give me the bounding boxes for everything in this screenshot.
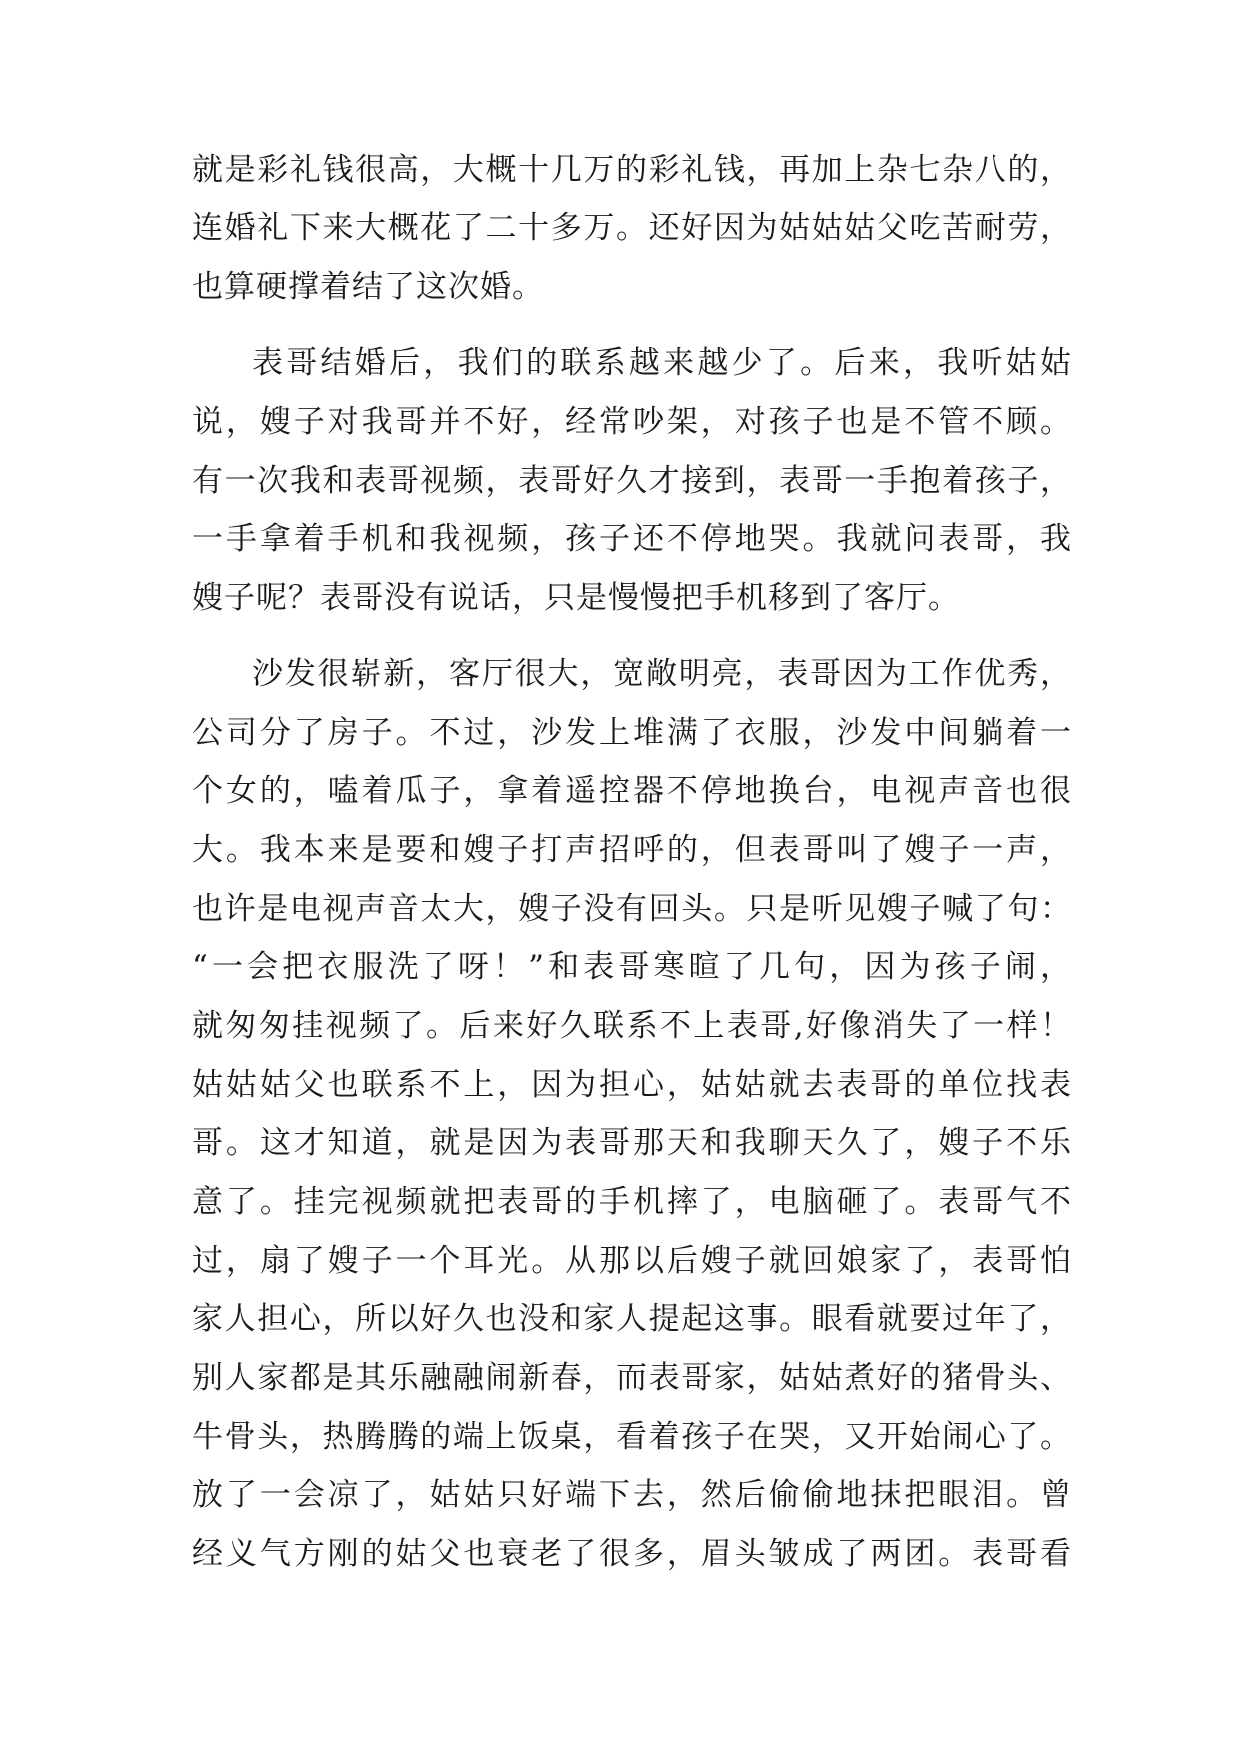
text-line: 有一次我和表哥视频，表哥好久才接到，表哥一手抱着孩子， [192,463,1072,499]
text-line: 也许是电视声音太大，嫂子没有回头。只是听见嫂子喊了句： [192,891,1072,927]
text-line: “一会把衣服洗了呀！”和表哥寒暄了几句，因为孩子闹， [192,949,1072,985]
text-line: 哥。这才知道，就是因为表哥那天和我聊天久了，嫂子不乐 [192,1125,1072,1161]
text-line: 就匆匆挂视频了。后来好久联系不上表哥,好像消失了一样！ [192,1008,1072,1044]
text-line: 说，嫂子对我哥并不好，经常吵架，对孩子也是不管不顾。 [192,404,1072,440]
paragraph-start-line: 表哥结婚后，我们的联系越来越少了。后来，我听姑姑 [252,345,1072,381]
text-line: 放了一会凉了，姑姑只好端下去，然后偷偷地抹把眼泪。曾 [192,1477,1072,1513]
text-line: 就是彩礼钱很高，大概十几万的彩礼钱，再加上杂七杂八的， [192,152,1072,188]
text-line: 个女的，嗑着瓜子，拿着遥控器不停地换台，电视声音也很 [192,773,1072,809]
text-line: 意了。挂完视频就把表哥的手机摔了，电脑砸了。表哥气不 [192,1184,1072,1220]
text-line: 牛骨头，热腾腾的端上饭桌，看着孩子在哭，又开始闹心了。 [192,1419,1072,1455]
paragraph-start-line: 沙发很崭新，客厅很大，宽敞明亮，表哥因为工作优秀， [252,656,1072,692]
text-line: 经义气方刚的姑父也衰老了很多，眉头皱成了两团。表哥看 [192,1536,1072,1572]
text-line: 也算硬撑着结了这次婚。 [192,269,544,305]
text-line: 一手拿着手机和我视频，孩子还不停地哭。我就问表哥，我 [192,521,1072,557]
text-line: 家人担心，所以好久也没和家人提起这事。眼看就要过年了， [192,1301,1072,1337]
text-line: 姑姑姑父也联系不上，因为担心，姑姑就去表哥的单位找表 [192,1067,1072,1103]
text-line: 嫂子呢？表哥没有说话，只是慢慢把手机移到了客厅。 [192,580,960,616]
text-line: 公司分了房子。不过，沙发上堆满了衣服，沙发中间躺着一 [192,715,1072,751]
text-line: 过，扇了嫂子一个耳光。从那以后嫂子就回娘家了，表哥怕 [192,1243,1072,1279]
text-line: 大。我本来是要和嫂子打声招呼的，但表哥叫了嫂子一声， [192,832,1072,868]
text-line: 别人家都是其乐融融闹新春，而表哥家，姑姑煮好的猪骨头、 [192,1360,1072,1396]
text-line: 连婚礼下来大概花了二十多万。还好因为姑姑姑父吃苦耐劳， [192,210,1072,246]
